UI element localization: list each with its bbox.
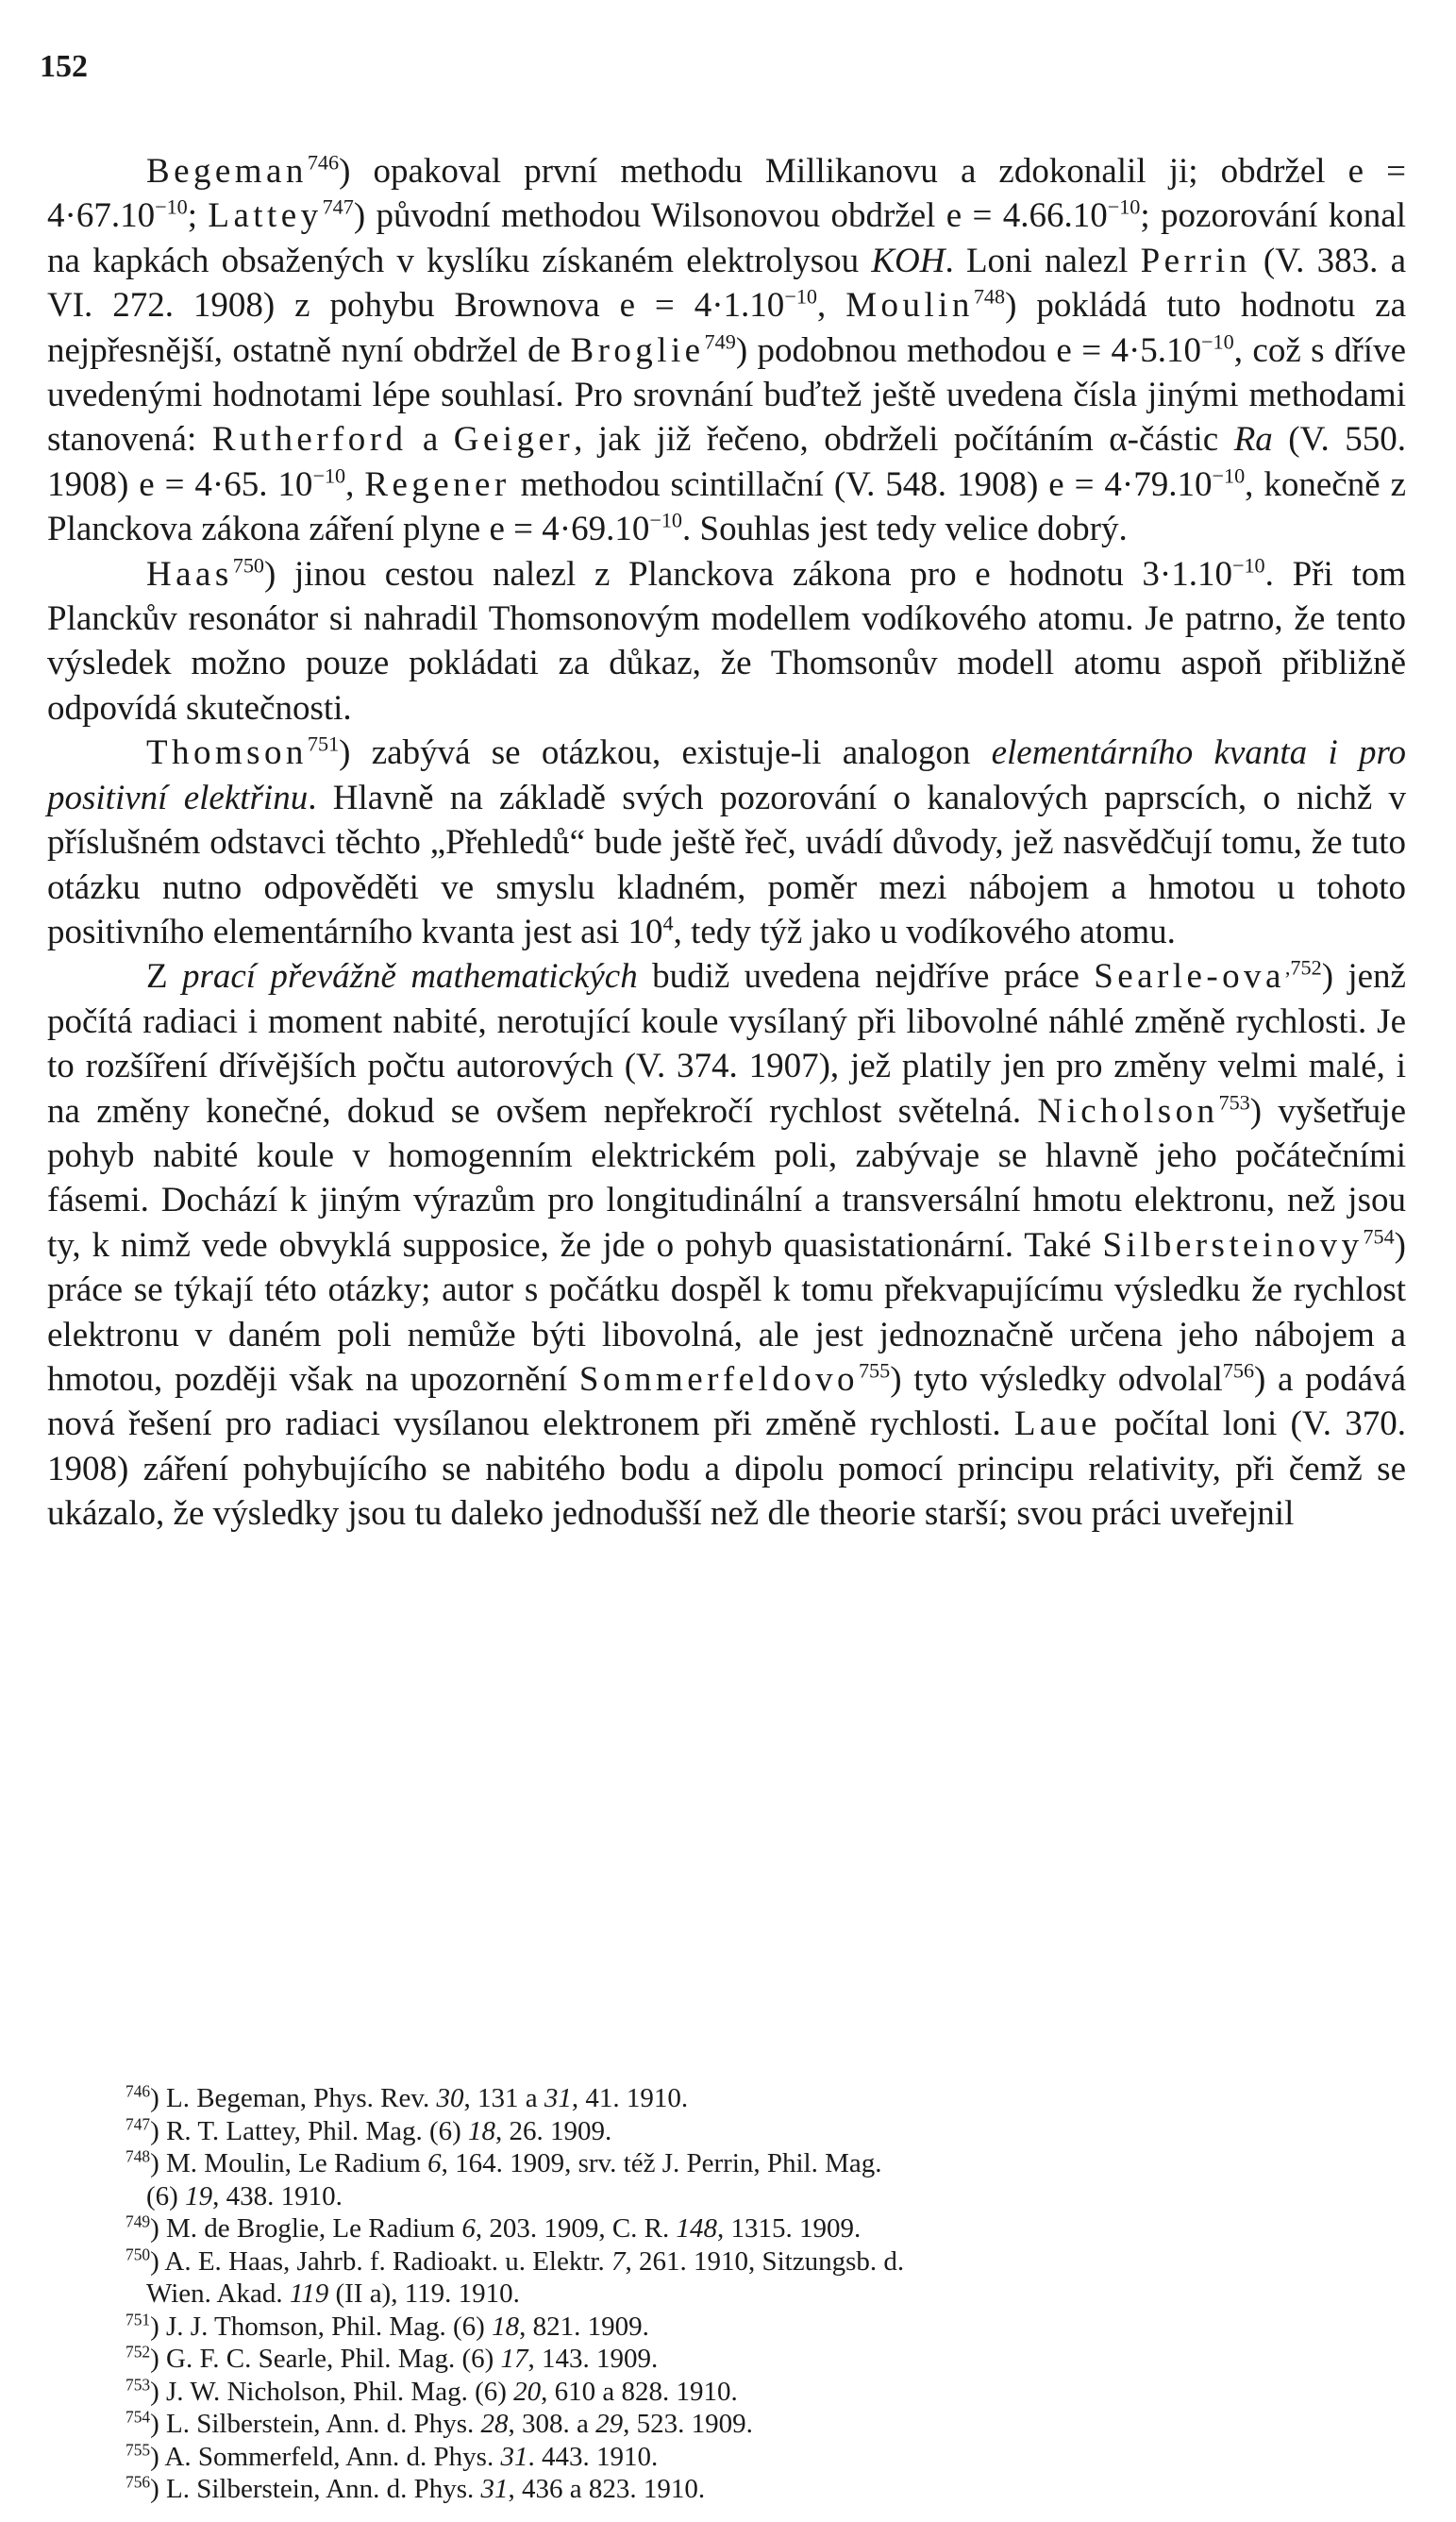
footnote-ref: 747 [126,2113,151,2133]
text-run: ) M. Moulin, Le Radium [150,2148,428,2178]
italic-text: KOH [871,241,946,280]
author-name: Perrin [1140,241,1251,280]
text-run: ; pozorování konal na kapkách obsažených v kyslíku získaném elektrolysou [47,196,1406,280]
text-run: . 443. 1910. [527,2441,659,2472]
text-run: ; [187,196,209,236]
text-run: ) původní methodou Wilsonovou obdržel e = 4.66.10 [353,196,1108,236]
text-run: ) jinou cestou nalezl z Planckova zákona pro e hodnotu 3·1.10 [264,554,1232,594]
footnote-ref: 747 [322,195,354,220]
footnote-ref: 751 [126,2309,151,2329]
text-run: ) práce se týkají této otázky; autor s počátku dospěl k tomu překvapujícímu výsledku že rychlost elektronu v daném poli nemůže býti libovolná, ale jest jednoznačně určena jeho nábojem a hmotou, později však na upozornění [47,1225,1406,1399]
author-name: Begeman [146,152,308,191]
author-name: Lattey [208,196,323,236]
footnote [47,2212,1406,2245]
text-run: , 523. 1909. [623,2409,753,2439]
text-run: , 261. 1910, Sitzungsb. d. [625,2245,905,2277]
text-run: , 1315. 1909. [717,2213,862,2244]
text-run: , 308. a [508,2409,596,2439]
text-run: ) M. de Broglie, Le Radium [150,2213,462,2244]
text-run: , 610 a 828. 1910. [541,2376,738,2407]
footnote-ref: 756 [126,2472,151,2492]
footnote-ref: −10 [649,508,683,532]
paragraph [47,731,1406,954]
text-run: ) L. Begeman, Phys. Rev. [150,2083,437,2113]
text-run: (6) [146,2180,186,2211]
footnote [47,2441,1406,2474]
italic-text: 148 [676,2213,717,2244]
italic-text: 30 [436,2083,464,2113]
text-run: ) podobnou methodou e = 4·5.10 [735,330,1202,370]
italic-text: 18 [468,2115,496,2146]
footnote [47,2115,1406,2148]
author-name: Sommerfeldovo [578,1359,859,1399]
author-name: Regener [364,464,510,504]
text-run: , 203. 1909, C. R. [475,2213,677,2244]
text-run: . Loni nalezl [945,241,1141,280]
text-run: ) tyto výsledky odvolal [890,1359,1223,1399]
footnote-ref: 754 [1363,1224,1395,1249]
footnote-ref: 750 [126,2244,151,2263]
italic-text: 119 [289,2278,329,2309]
footnote-ref: −10 [1107,195,1141,220]
italic-text: 31 [544,2083,572,2113]
text-run: budiž uvedena nejdříve práce [637,957,1095,997]
italic-text: elementárního kvanta i pro positivní elektřinu [47,733,1407,817]
text-run: ) J. J. Thomson, Phil. Mag. (6) [150,2311,493,2342]
author-name: Broglie [570,330,705,370]
italic-text: 6 [427,2148,442,2178]
text-run: ) opakoval první methodu Millikanovu a zdokonalil ji; obdržel e = 4·67.10 [47,152,1406,236]
text-run: , [345,464,365,504]
footnote-ref: 4 [662,911,674,935]
text-run: ) A. Sommerfeld, Ann. d. Phys. [150,2441,501,2472]
text-run: , 436 a 823. 1910. [508,2474,706,2504]
footnote-ref: −10 [1201,329,1234,354]
text-run: ) vyšetřuje pohyb nabité koule v homogenním elektrickém poli, zabývaje se hlavně jeho počátečními fásemi. Dochází k jiným výrazům pro longitudinální a transversální hmotu elektronu, než jsou ty, k nimž vede obvyklá supposice, že jde o pohyb quasistationární. Také [47,1091,1406,1265]
footnote-ref: −10 [784,284,818,309]
text-run: ) L. Silberstein, Ann. d. Phys. [150,2474,481,2504]
footnote [47,2376,1406,2409]
text-run: , konečně z Planckova zákona záření plyne e = 4·69.10 [47,464,1406,549]
footnote-ref: 746 [126,2081,151,2101]
footnote [47,2311,1406,2344]
footnote-ref: 746 [307,150,340,175]
text-run: ) G. F. C. Searle, Phil. Mag. (6) [150,2344,501,2374]
footnote-ref: 753 [1218,1090,1250,1115]
footnote-continuation [47,2180,1406,2213]
text-run: ) L. Silberstein, Ann. d. Phys. [150,2409,481,2439]
italic-text: 19 [185,2180,213,2211]
italic-text: 17 [500,2344,528,2374]
text-run: , jak již řečeno, obdrželi počítáním α-částic [574,420,1234,460]
text-run: . Souhlas jest tedy velice dobrý. [682,510,1128,549]
footnote-ref: 754 [126,2407,151,2427]
italic-text: 31 [500,2441,528,2472]
footnote-ref: 749 [126,2211,151,2231]
author-name: Rutherford [211,420,408,460]
author-name: Nicholson [1037,1091,1219,1131]
italic-text: 28 [480,2409,509,2439]
footnote-ref: 748 [126,2146,151,2166]
italic-text: 18 [492,2311,520,2342]
italic-text: Ra [1233,420,1273,460]
footnote-ref: 751 [307,731,340,756]
text-run: . Při tom Planckův resonátor si nahradil Thomsonovým modellem vodíkového atomu. Je patrno, že tento výsledek možno pouze pokládati za důkaz, že Thomsonův modell atomu aspoň přibližně odpovídá skutečnosti. [47,554,1407,728]
text-run: ) J. W. Nicholson, Phil. Mag. (6) [150,2376,514,2407]
author-name: Geiger [453,420,575,460]
footnotes [47,2082,1406,2506]
text-run: , tedy týž jako u vodíkového atomu. [673,912,1176,951]
page-number: 152 [40,49,88,84]
italic-text: 20 [513,2376,542,2407]
author-name: Moulin [845,286,974,326]
author-name: Haas [146,554,233,594]
footnote [47,2245,1406,2278]
text-run: , [817,286,846,326]
footnote-ref: 750 [232,553,265,578]
footnote [47,2343,1406,2376]
footnote-ref: 755 [126,2439,151,2459]
text-run: (II a), 119. 1910. [328,2278,520,2309]
author-name: Silbersteinovy [1102,1225,1364,1265]
italic-text: 29 [595,2409,624,2439]
author-name: Searle-ova [1094,957,1285,997]
text-run: ) a podává nová řešení pro radiaci vysílanou elektronem při změně rychlosti. [47,1359,1407,1444]
text-run: , 164. 1909, srv. též J. Perrin, Phil. Mag. [441,2148,882,2178]
text-run: ) pokládá tuto hodnotu za nejpřesnější, ostatně nyní obdržel de [47,286,1406,370]
paragraph [47,552,1406,731]
footnote-ref: −10 [312,463,346,488]
text-run: , 131 a [463,2083,544,2113]
text-run: , 821. 1909. [519,2311,649,2342]
text-run: Z [146,957,182,997]
footnote-ref: 753 [126,2374,151,2394]
author-name: Thomson [146,733,308,773]
footnote-ref: 748 [973,284,1006,309]
italic-text: 31 [480,2474,509,2504]
italic-text: prací převážně mathematických [181,957,638,997]
footnote [47,2473,1406,2506]
footnote-ref: ,752 [1284,955,1322,980]
text-run: Wien. Akad. [146,2278,290,2309]
footnote-ref: 749 [704,329,736,354]
footnote [47,2147,1406,2180]
body-text [47,149,1406,1537]
text-run: (V. 550. 1908) e = 4·65. 10 [47,420,1406,504]
text-run: , 143. 1909. [527,2344,659,2374]
author-name: Laue [1013,1404,1101,1444]
footnote-ref: 756 [1222,1358,1255,1383]
text-run: methodou scintillační (V. 548. 1908) e = 4·79.10 [510,464,1213,504]
footnote-ref: −10 [1212,463,1246,488]
footnote-ref: 755 [858,1358,891,1383]
italic-text: 7 [611,2245,626,2277]
text-run: , což s dříve uvedenými hodnotami lépe souhlasí. Pro srovnání buďtež ještě uvedena čísla jinými methodami stanovená: [47,330,1406,460]
text-run: ) A. E. Haas, Jahrb. f. Radioakt. u. Elektr. [150,2245,611,2277]
paragraph [47,149,1406,552]
footnote [47,2408,1406,2441]
footnote [47,2082,1406,2115]
text-run: a [407,420,454,460]
text-run: , 438. 1910. [212,2180,343,2211]
text-run: . Hlavně na základě svých pozorování o kanalových paprscích, o nichž v příslušném odstavci těchto „Přehledů“ bude ještě řeč, uvádí důvody, jež nasvědčují tomu, že tuto otázku nutno odpověděti ve smyslu kladném, poměr mezi nábojem a hmotou u tohoto positivního elementárního kvanta jest asi 10 [47,778,1406,951]
paragraph [47,954,1406,1536]
text-run: , 26. 1909. [495,2115,612,2146]
footnote-ref: −10 [1231,553,1265,578]
italic-text: 6 [461,2213,476,2244]
text-run: počítal loni (V. 370. 1908) záření pohybujícího se nabitého bodu a dipolu pomocí principu relativity, při čemž se ukázalo, že výsledky jsou tu daleko jednodušší než dle theorie starší; svou práci uveřejnil [47,1404,1406,1534]
footnote-continuation [47,2278,1406,2311]
footnote-ref: 752 [126,2342,151,2362]
footnote-ref: −10 [155,195,188,220]
text-run: ) zabývá se otázkou, existuje-li analogon [339,733,992,773]
text-run: (V. 383. a VI. 272. 1908) z pohybu Brownova e = 4·1.10 [47,241,1406,326]
text-run: , 41. 1910. [571,2083,689,2113]
text-run: ) jenž počítá radiaci i moment nabité, nerotující koule vysílaný při libovolné náhlé změně rychlosti. Je to rozšíření dřívějších počtu autorových (V. 374. 1907), jež platily jen pro změny velmi malé, i na změny konečné, dokud se ovšem nepřekročí rychlost světelná. [47,957,1406,1131]
text-run: ) R. T. Lattey, Phil. Mag. (6) [150,2115,469,2146]
